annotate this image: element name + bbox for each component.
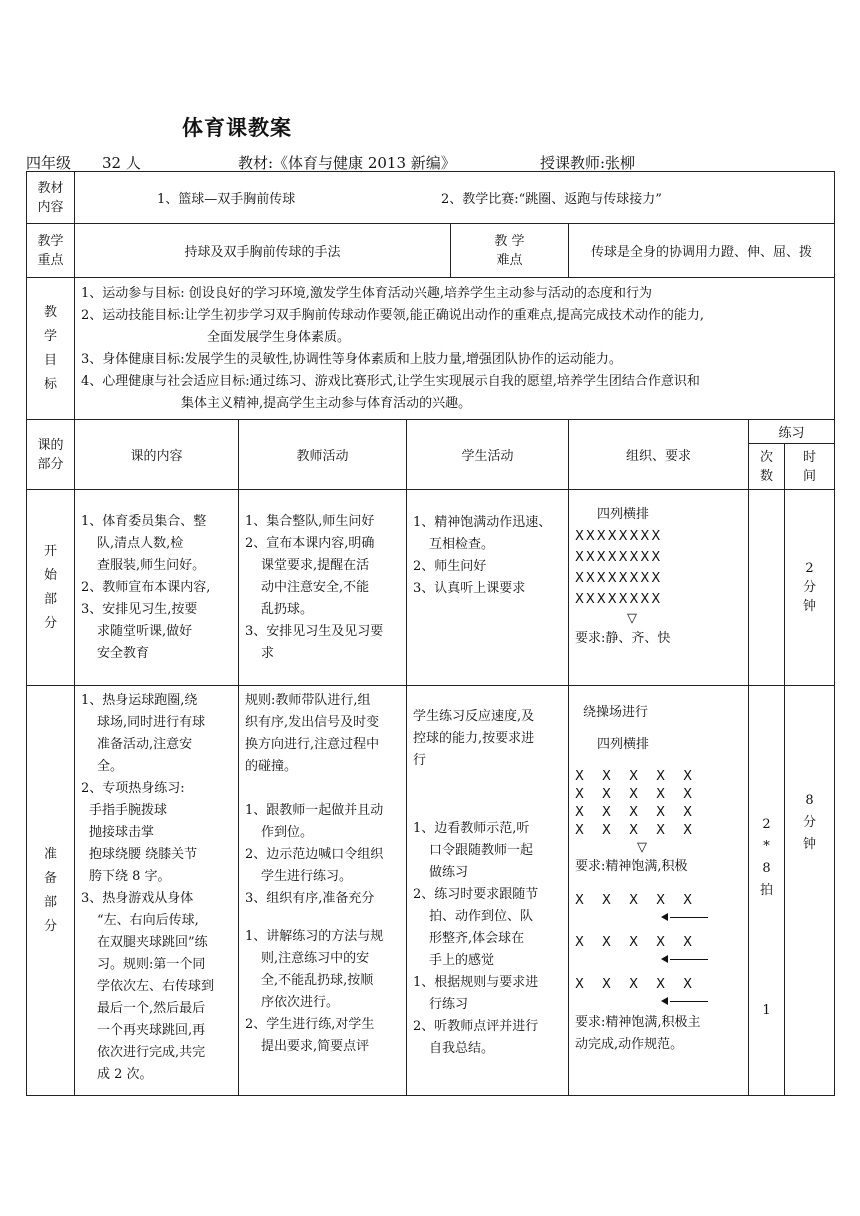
difficulty-cell: 传球是全身的协调用力蹬、伸、屈、拨 [569, 224, 835, 278]
objective-line: 2、运动技能目标:让学生初步学习双手胸前传球动作要领,能正确说出动作的重难点,提高完成技术动作的能力, [81, 307, 705, 323]
formation-row: X X X X X [575, 823, 693, 838]
formation-row: X X X X X [575, 893, 693, 908]
column-header-row [27, 420, 835, 444]
teacher-label: 授课教师:张柳 [540, 154, 636, 172]
objective-line: 3、身体健康目标:发展学生的灵敏性,协调性等身体素质和上肢力量,增强团队协作的运动能力。 [81, 351, 622, 367]
content-cell [75, 172, 835, 224]
start-student-cell: 1、精神饱满动作迅速、 互相检查。 2、师生问好 3、认真听上课要求 [407, 490, 569, 686]
prep-org-cell: 绕操场进行 四列横排 X X X X X X X X X X X X X X X X X X X X ▽ 要求:精神饱满,积极 X X X X X X X X X X X X X X X 要求:精神饱满,积极主 动完成,动作规范。 [569, 686, 749, 1096]
key-point-label: 教学 重点 [27, 224, 75, 278]
start-time-cell: 2 分 钟 [785, 490, 835, 686]
grade-label: 四年级 [26, 154, 72, 172]
teacher-position-icon: ▽ [627, 611, 637, 626]
formation-row: XXXXXXXX [575, 571, 663, 586]
teacher-position-icon: ▽ [637, 840, 647, 855]
start-section-row [27, 490, 835, 686]
prep-section-row [27, 686, 835, 1096]
key-row [27, 224, 835, 278]
formation-title: 四列横排 [597, 507, 650, 522]
prep-time-cell: 8 分 钟 [785, 686, 835, 1096]
content-item-2: 2、教学比赛:“跳圈、返跑与传球接力” [441, 192, 662, 207]
col-practice: 练习 [749, 420, 835, 444]
content-row [27, 172, 835, 224]
objectives-cell [75, 278, 835, 420]
start-requirement: 要求:静、齐、快 [575, 631, 671, 646]
textbook-label: 教材:《体育与健康 2013 新编》 [238, 154, 456, 172]
col-time: 时 间 [785, 444, 835, 490]
student-count: 32 人 [102, 154, 141, 172]
prep-times-cell: 2 * 8 拍 1 [749, 686, 785, 1096]
formation-title: 四列横排 [597, 737, 650, 752]
formation-row: XXXXXXXX [575, 550, 663, 565]
formation-row: X X X X X [575, 769, 693, 784]
col-times: 次 数 [749, 444, 785, 490]
difficulty-label: 教 学 难点 [451, 224, 569, 278]
col-content: 课的内容 [75, 420, 239, 490]
content-item-1: 1、篮球—双手胸前传球 [157, 192, 296, 207]
col-org: 组织、要求 [569, 420, 749, 490]
lesson-plan-table [26, 171, 835, 1096]
objective-line: 集体主义精神,提高学生主动参与体育活动的兴趣。 [181, 395, 472, 411]
start-times-cell [749, 490, 785, 686]
objectives-label: 教 学 目 标 [27, 278, 75, 420]
formation-row: X X X X X [575, 787, 693, 802]
objective-line: 1、运动参与目标: 创设良好的学习环境,激发学生体育活动兴趣,培养学生主动参与活动的态度和行为 [81, 285, 653, 301]
start-section-label: 开 始 部 分 [27, 490, 75, 686]
content-label: 教材 内容 [27, 172, 75, 224]
prep-teacher-cell: 规则:教师带队进行,组 织有序,发出信号及时变 换方向进行,注意过程中 的碰撞。 1、跟教师一起做并且动 作到位。 2、边示范边喊口令组织 学生进行练习。 3、组织有序,准备充分 1、讲解练习的方法与规 则,注意练习中的安 全,不能乱扔球,按顺 序依次进行。 2、学生进行练,对学生 提出要求,简要点评 [239, 686, 407, 1096]
formation-row: X X X X X [575, 977, 693, 992]
start-org-cell [569, 490, 749, 686]
prep-student-cell: 学生练习反应速度,及 控球的能力,按要求进 行 1、边看教师示范,听 口令跟随教师一起 做练习 2、练习时要求跟随节 拍、动作到位、队 形整齐,体会球在 手上的感觉 1、根据规则与要求进 行练习 2、听教师点评并进行 自我总结。 [407, 686, 569, 1096]
arrow-left-icon [575, 952, 742, 966]
page-title: 体育课教案 [182, 116, 292, 140]
objective-line: 4、心理健康与社会适应目标:通过练习、游戏比赛形式,让学生实现展示自我的愿望,培养学生团结合作意识和 [81, 373, 700, 389]
col-student: 学生活动 [407, 420, 569, 490]
key-point-cell: 持球及双手胸前传球的手法 [75, 224, 451, 278]
prep-section-label: 准 备 部 分 [27, 686, 75, 1096]
start-teacher-cell: 1、集合整队,师生问好 2、宣布本课内容,明确 课堂要求,提醒在活 动中注意安全,不能 乱扔球。 3、安排见习生及见习要 求 [239, 490, 407, 686]
col-teacher: 教师活动 [239, 420, 407, 490]
arrow-left-icon [575, 910, 742, 924]
prep-content-cell: 1、热身运球跑圈,绕 球场,同时进行有球 准备活动,注意安 全。 2、专项热身练习: 手指手腕拨球 抛接球击掌 抱球绕腰 绕膝关节 胯下绕 8 字。 3、热身游戏从身体 “左、右向后传球, 在双腿夹球跳回”练 习。规则:第一个同 学依次左、右传球到 最后一个,然后最后 一个再夹球跳回,再 依次进行完成,共完 成 2 次。 [75, 686, 239, 1096]
formation-row: X X X X X [575, 805, 693, 820]
col-part: 课的 部分 [27, 420, 75, 490]
formation-row: XXXXXXXX [575, 529, 663, 544]
objective-line: 全面发展学生身体素质。 [207, 329, 351, 345]
formation-row: X X X X X [575, 935, 693, 950]
start-content-cell: 1、体育委员集合、整 队,清点人数,检 查服装,师生问好。 2、教师宣布本课内容, 3、安排见习生,按要 求随堂听课,做好 安全教育 [75, 490, 239, 686]
formation-row: XXXXXXXX [575, 592, 663, 607]
arrow-left-icon [575, 994, 742, 1008]
objectives-row [27, 278, 835, 420]
